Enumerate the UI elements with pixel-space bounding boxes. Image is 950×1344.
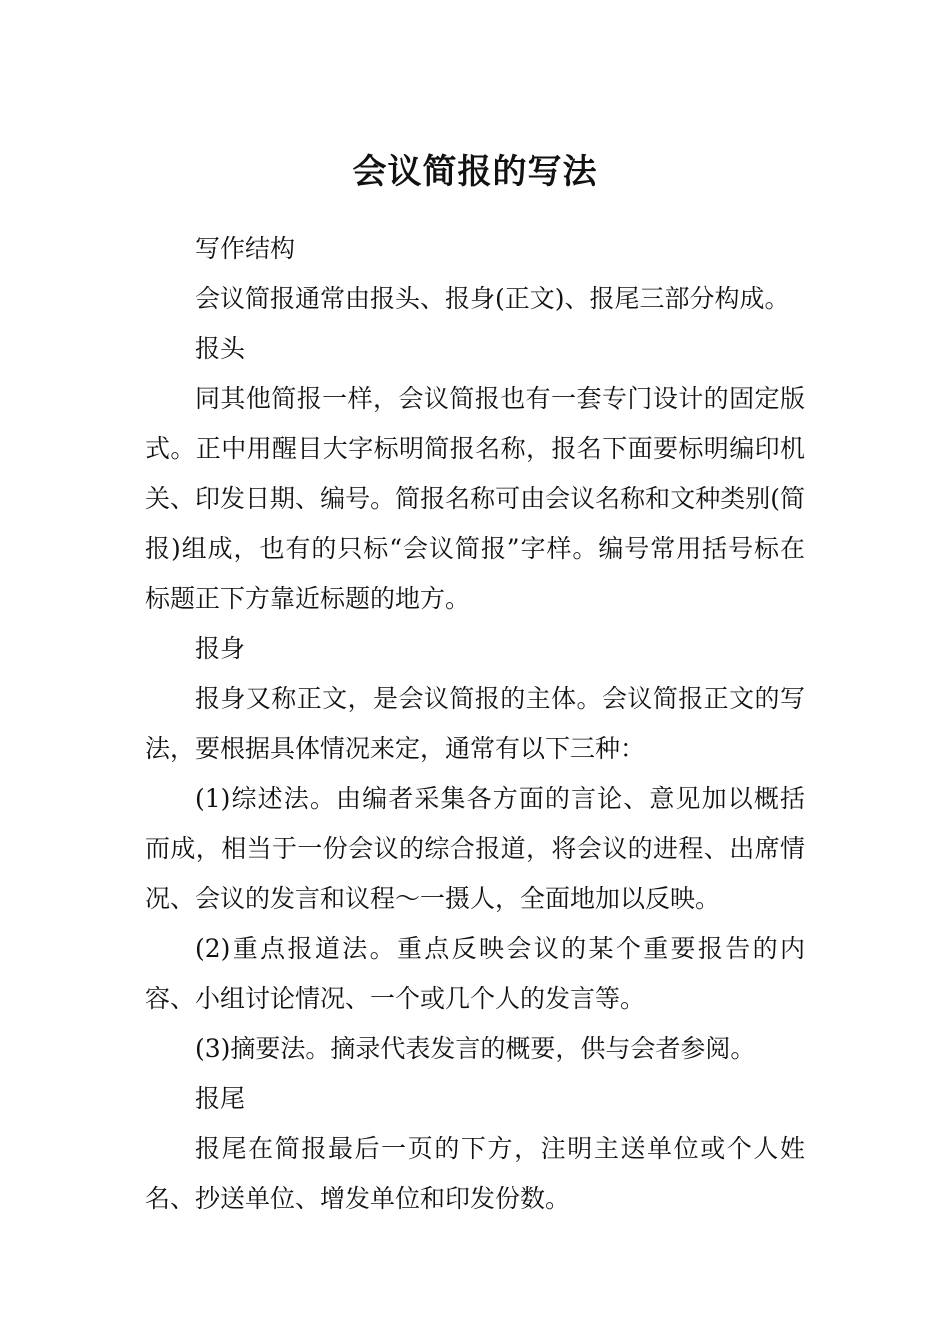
paragraph-footer: 报尾在简报最后一页的下方，注明主送单位或个人姓名、抄送单位、增发单位和印发份数。 [145,1134,805,1213]
section-heading-footer: 报尾 [195,1084,246,1113]
document-body [145,224,805,1224]
section-heading-body: 报身 [195,634,246,663]
section-heading-structure: 写作结构 [195,234,296,263]
paragraph-method-1: (1)综述法。由编者采集各方面的言论、意见加以概括而成，相当于一份会议的综合报道，将会议的进程、出席情况、会议的发言和议程～一摄人，全面地加以反映。 [145,784,805,913]
paragraph-method-3: (3)摘要法。摘录代表发言的概要，供与会者参阅。 [195,1034,756,1063]
paragraph-body: 报身又称正文，是会议简报的主体。会议简报正文的写法，要根据具体情况来定，通常有以下三种： [145,684,805,763]
section-heading-header: 报头 [195,334,246,363]
document-title: 会议简报的写法 [352,151,598,192]
paragraph-header: 同其他简报一样，会议简报也有一套专门设计的固定版式。正中用醒目大字标明简报名称，报名下面要标明编印机关、印发日期、编号。简报名称可由会议名称和文种类别(简报)组成，也有的只标“会议简报”字样。编号常用括号标在标题正下方靠近标题的地方。 [145,384,805,613]
paragraph-overview: 会议简报通常由报头、报身(正文)、报尾三部分构成。 [195,284,790,313]
paragraph-method-2: (2)重点报道法。重点反映会议的某个重要报告的内容、小组讨论情况、一个或几个人的发言等。 [145,934,805,1013]
